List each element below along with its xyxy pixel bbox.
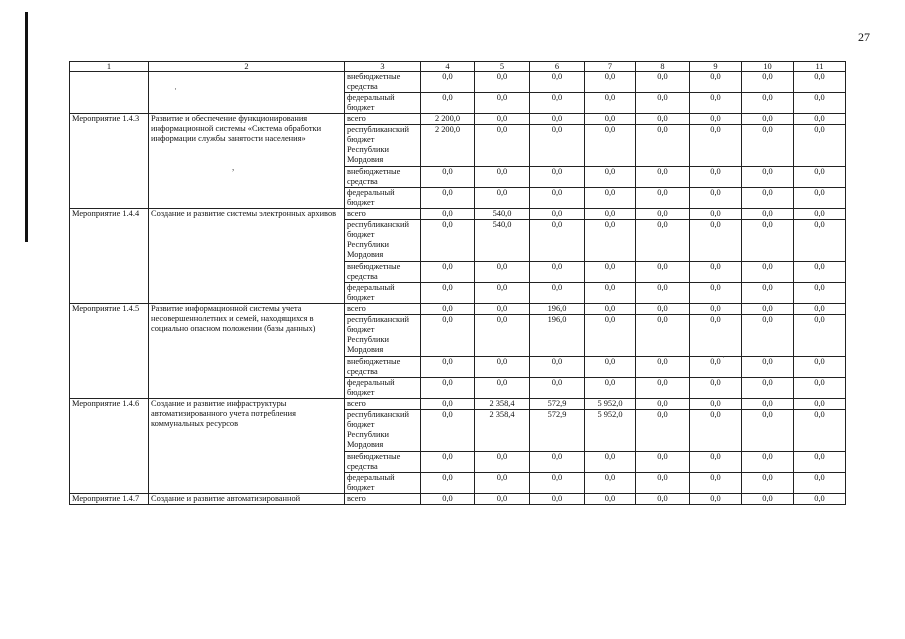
- value-cell: 0,0: [742, 283, 794, 304]
- measure-name-cell: Развитие и обеспечение функционирования информационной системы «Система обработки информации службы занятости населения»: [149, 114, 345, 209]
- value-cell: 0,0: [742, 399, 794, 410]
- funding-source-cell: федеральный бюджет: [345, 378, 421, 399]
- value-cell: 0,0: [530, 357, 585, 378]
- measure-name-cell: Развитие информационной системы учета несовершеннолетних и семей, находящихся в социально опасном положении (базы данных): [149, 304, 345, 399]
- value-cell: 0,0: [530, 93, 585, 114]
- value-cell: 0,0: [475, 93, 530, 114]
- measure-code-cell: Мероприятие 1.4.5: [70, 304, 149, 399]
- value-cell: 0,0: [636, 494, 690, 505]
- value-cell: 0,0: [794, 452, 846, 473]
- value-cell: 0,0: [636, 72, 690, 93]
- header-cell: 8: [636, 62, 690, 72]
- value-cell: 0,0: [742, 262, 794, 283]
- funding-source-cell: всего: [345, 494, 421, 505]
- header-cell: 4: [421, 62, 475, 72]
- value-cell: 0,0: [530, 378, 585, 399]
- funding-source-cell: внебюджетные средства: [345, 167, 421, 188]
- value-cell: 540,0: [475, 209, 530, 220]
- value-cell: 196,0: [530, 315, 585, 357]
- value-cell: 0,0: [421, 473, 475, 494]
- value-cell: 0,0: [794, 114, 846, 125]
- value-cell: 0,0: [742, 220, 794, 262]
- measure-code-cell: Мероприятие 1.4.4: [70, 209, 149, 304]
- value-cell: 0,0: [690, 399, 742, 410]
- header-cell: 6: [530, 62, 585, 72]
- value-cell: 0,0: [585, 167, 636, 188]
- table-body: [70, 62, 846, 505]
- value-cell: 0,0: [421, 188, 475, 209]
- value-cell: 0,0: [690, 357, 742, 378]
- value-cell: 0,0: [475, 473, 530, 494]
- value-cell: 0,0: [794, 494, 846, 505]
- header-cell: 11: [794, 62, 846, 72]
- value-cell: 0,0: [475, 357, 530, 378]
- value-cell: 0,0: [475, 494, 530, 505]
- value-cell: 0,0: [794, 315, 846, 357]
- funding-source-cell: федеральный бюджет: [345, 93, 421, 114]
- scan-speck: ,: [232, 162, 235, 172]
- value-cell: 0,0: [530, 209, 585, 220]
- value-cell: 0,0: [742, 93, 794, 114]
- value-cell: 0,0: [530, 262, 585, 283]
- value-cell: 0,0: [421, 72, 475, 93]
- value-cell: 0,0: [585, 378, 636, 399]
- value-cell: 196,0: [530, 304, 585, 315]
- value-cell: 0,0: [421, 357, 475, 378]
- value-cell: 0,0: [794, 357, 846, 378]
- funding-source-cell: федеральный бюджет: [345, 188, 421, 209]
- value-cell: 0,0: [421, 452, 475, 473]
- value-cell: 0,0: [742, 72, 794, 93]
- value-cell: 2 200,0: [421, 125, 475, 167]
- header-cell: 10: [742, 62, 794, 72]
- value-cell: 0,0: [530, 494, 585, 505]
- funding-source-cell: республиканский бюджет Республики Мордовия: [345, 410, 421, 452]
- value-cell: 0,0: [585, 209, 636, 220]
- header-cell: 9: [690, 62, 742, 72]
- funding-source-cell: всего: [345, 114, 421, 125]
- value-cell: 0,0: [475, 262, 530, 283]
- value-cell: 0,0: [690, 72, 742, 93]
- value-cell: 0,0: [742, 315, 794, 357]
- value-cell: 0,0: [794, 125, 846, 167]
- value-cell: 0,0: [530, 473, 585, 494]
- header-cell: 1: [70, 62, 149, 72]
- binding-mark: [25, 12, 28, 242]
- value-cell: 572,9: [530, 410, 585, 452]
- funding-source-cell: федеральный бюджет: [345, 473, 421, 494]
- value-cell: 0,0: [636, 452, 690, 473]
- value-cell: 0,0: [690, 304, 742, 315]
- value-cell: 0,0: [421, 283, 475, 304]
- page-number: 27: [858, 30, 870, 44]
- value-cell: 0,0: [421, 315, 475, 357]
- measure-code-cell: Мероприятие 1.4.6: [70, 399, 149, 494]
- value-cell: 0,0: [421, 304, 475, 315]
- table-row: [70, 114, 846, 125]
- value-cell: 0,0: [690, 262, 742, 283]
- value-cell: 0,0: [742, 473, 794, 494]
- measure-name-cell: Создание и развитие системы электронных архивов: [149, 209, 345, 304]
- value-cell: 0,0: [794, 378, 846, 399]
- value-cell: 0,0: [530, 125, 585, 167]
- table-row: [70, 399, 846, 410]
- value-cell: 0,0: [475, 283, 530, 304]
- scan-margin: [0, 0, 7, 639]
- header-cell: 5: [475, 62, 530, 72]
- table-row: [70, 72, 846, 93]
- value-cell: 0,0: [742, 188, 794, 209]
- value-cell: 0,0: [742, 304, 794, 315]
- value-cell: 0,0: [530, 220, 585, 262]
- table-row: [70, 304, 846, 315]
- value-cell: 0,0: [530, 283, 585, 304]
- value-cell: 0,0: [585, 357, 636, 378]
- funding-source-cell: всего: [345, 209, 421, 220]
- value-cell: 0,0: [636, 167, 690, 188]
- value-cell: 0,0: [794, 399, 846, 410]
- value-cell: 0,0: [636, 220, 690, 262]
- value-cell: 0,0: [794, 283, 846, 304]
- value-cell: 0,0: [794, 209, 846, 220]
- value-cell: 0,0: [585, 125, 636, 167]
- value-cell: 2 200,0: [421, 114, 475, 125]
- value-cell: 0,0: [690, 167, 742, 188]
- value-cell: 0,0: [585, 494, 636, 505]
- value-cell: 0,0: [636, 357, 690, 378]
- value-cell: 0,0: [742, 167, 794, 188]
- value-cell: 0,0: [742, 410, 794, 452]
- funding-source-cell: республиканский бюджет Республики Мордовия: [345, 315, 421, 357]
- value-cell: 0,0: [421, 209, 475, 220]
- value-cell: 0,0: [585, 72, 636, 93]
- value-cell: 0,0: [475, 188, 530, 209]
- value-cell: 0,0: [742, 357, 794, 378]
- value-cell: 0,0: [636, 114, 690, 125]
- value-cell: 0,0: [530, 72, 585, 93]
- value-cell: 0,0: [690, 452, 742, 473]
- value-cell: 0,0: [742, 114, 794, 125]
- value-cell: 0,0: [636, 93, 690, 114]
- value-cell: 5 952,0: [585, 410, 636, 452]
- value-cell: 0,0: [690, 220, 742, 262]
- value-cell: 0,0: [742, 378, 794, 399]
- value-cell: 0,0: [585, 283, 636, 304]
- measure-name-cell: [149, 72, 345, 114]
- value-cell: 0,0: [636, 188, 690, 209]
- value-cell: 0,0: [421, 494, 475, 505]
- value-cell: 0,0: [794, 93, 846, 114]
- value-cell: 0,0: [690, 410, 742, 452]
- value-cell: 0,0: [475, 315, 530, 357]
- value-cell: 0,0: [742, 494, 794, 505]
- header-cell: 7: [585, 62, 636, 72]
- value-cell: 0,0: [585, 452, 636, 473]
- value-cell: 0,0: [690, 283, 742, 304]
- value-cell: 0,0: [475, 378, 530, 399]
- value-cell: 0,0: [636, 262, 690, 283]
- value-cell: 0,0: [585, 93, 636, 114]
- value-cell: 0,0: [794, 410, 846, 452]
- value-cell: 0,0: [585, 473, 636, 494]
- value-cell: 0,0: [421, 262, 475, 283]
- funding-source-cell: всего: [345, 304, 421, 315]
- scan-speck: ·: [722, 352, 725, 362]
- measure-name-cell: Создание и развитие автоматизированной: [149, 494, 345, 505]
- value-cell: 0,0: [794, 304, 846, 315]
- value-cell: 0,0: [636, 283, 690, 304]
- value-cell: 0,0: [636, 304, 690, 315]
- value-cell: 0,0: [690, 494, 742, 505]
- value-cell: 0,0: [636, 473, 690, 494]
- value-cell: 2 358,4: [475, 399, 530, 410]
- value-cell: 0,0: [475, 114, 530, 125]
- value-cell: 0,0: [530, 452, 585, 473]
- measure-code-cell: Мероприятие 1.4.7: [70, 494, 149, 505]
- value-cell: 0,0: [585, 188, 636, 209]
- value-cell: 0,0: [690, 114, 742, 125]
- measure-code-cell: [70, 72, 149, 114]
- table-header-row: [70, 62, 846, 72]
- value-cell: 0,0: [794, 220, 846, 262]
- header-cell: 3: [345, 62, 421, 72]
- value-cell: 0,0: [421, 378, 475, 399]
- measure-code-cell: Мероприятие 1.4.3: [70, 114, 149, 209]
- value-cell: 0,0: [421, 167, 475, 188]
- value-cell: 0,0: [421, 220, 475, 262]
- value-cell: 0,0: [690, 473, 742, 494]
- funding-source-cell: внебюджетные средства: [345, 72, 421, 93]
- value-cell: 0,0: [585, 220, 636, 262]
- value-cell: 540,0: [475, 220, 530, 262]
- value-cell: 0,0: [421, 93, 475, 114]
- value-cell: 5 952,0: [585, 399, 636, 410]
- funding-source-cell: всего: [345, 399, 421, 410]
- value-cell: 0,0: [585, 315, 636, 357]
- table-row: [70, 209, 846, 220]
- value-cell: 572,9: [530, 399, 585, 410]
- value-cell: 0,0: [421, 410, 475, 452]
- value-cell: 0,0: [475, 452, 530, 473]
- scan-speck: ·: [174, 84, 177, 94]
- value-cell: 0,0: [690, 93, 742, 114]
- value-cell: 0,0: [690, 378, 742, 399]
- value-cell: 0,0: [530, 188, 585, 209]
- value-cell: 0,0: [794, 188, 846, 209]
- value-cell: 0,0: [794, 473, 846, 494]
- value-cell: 0,0: [636, 399, 690, 410]
- value-cell: 0,0: [421, 399, 475, 410]
- budget-table: [69, 61, 846, 505]
- value-cell: 0,0: [475, 167, 530, 188]
- funding-source-cell: внебюджетные средства: [345, 357, 421, 378]
- value-cell: 0,0: [585, 114, 636, 125]
- value-cell: 0,0: [794, 167, 846, 188]
- value-cell: 0,0: [636, 209, 690, 220]
- value-cell: 0,0: [636, 125, 690, 167]
- value-cell: 0,0: [475, 72, 530, 93]
- measure-name-cell: Создание и развитие инфраструктуры автоматизированного учета потребления коммунальных ресурсов: [149, 399, 345, 494]
- value-cell: 0,0: [585, 262, 636, 283]
- funding-source-cell: внебюджетные средства: [345, 262, 421, 283]
- value-cell: 0,0: [636, 378, 690, 399]
- value-cell: 2 358,4: [475, 410, 530, 452]
- value-cell: 0,0: [636, 315, 690, 357]
- value-cell: 0,0: [742, 452, 794, 473]
- value-cell: 0,0: [585, 304, 636, 315]
- value-cell: 0,0: [636, 410, 690, 452]
- header-cell: 2: [149, 62, 345, 72]
- value-cell: 0,0: [530, 114, 585, 125]
- value-cell: 0,0: [794, 72, 846, 93]
- value-cell: 0,0: [530, 167, 585, 188]
- value-cell: 0,0: [690, 125, 742, 167]
- funding-source-cell: внебюджетные средства: [345, 452, 421, 473]
- funding-source-cell: федеральный бюджет: [345, 283, 421, 304]
- value-cell: 0,0: [475, 125, 530, 167]
- funding-source-cell: республиканский бюджет Республики Мордовия: [345, 125, 421, 167]
- value-cell: 0,0: [690, 315, 742, 357]
- value-cell: 0,0: [690, 209, 742, 220]
- value-cell: 0,0: [742, 209, 794, 220]
- value-cell: 0,0: [794, 262, 846, 283]
- value-cell: 0,0: [690, 188, 742, 209]
- value-cell: 0,0: [742, 125, 794, 167]
- table-row: [70, 494, 846, 505]
- value-cell: 0,0: [475, 304, 530, 315]
- funding-source-cell: республиканский бюджет Республики Мордовия: [345, 220, 421, 262]
